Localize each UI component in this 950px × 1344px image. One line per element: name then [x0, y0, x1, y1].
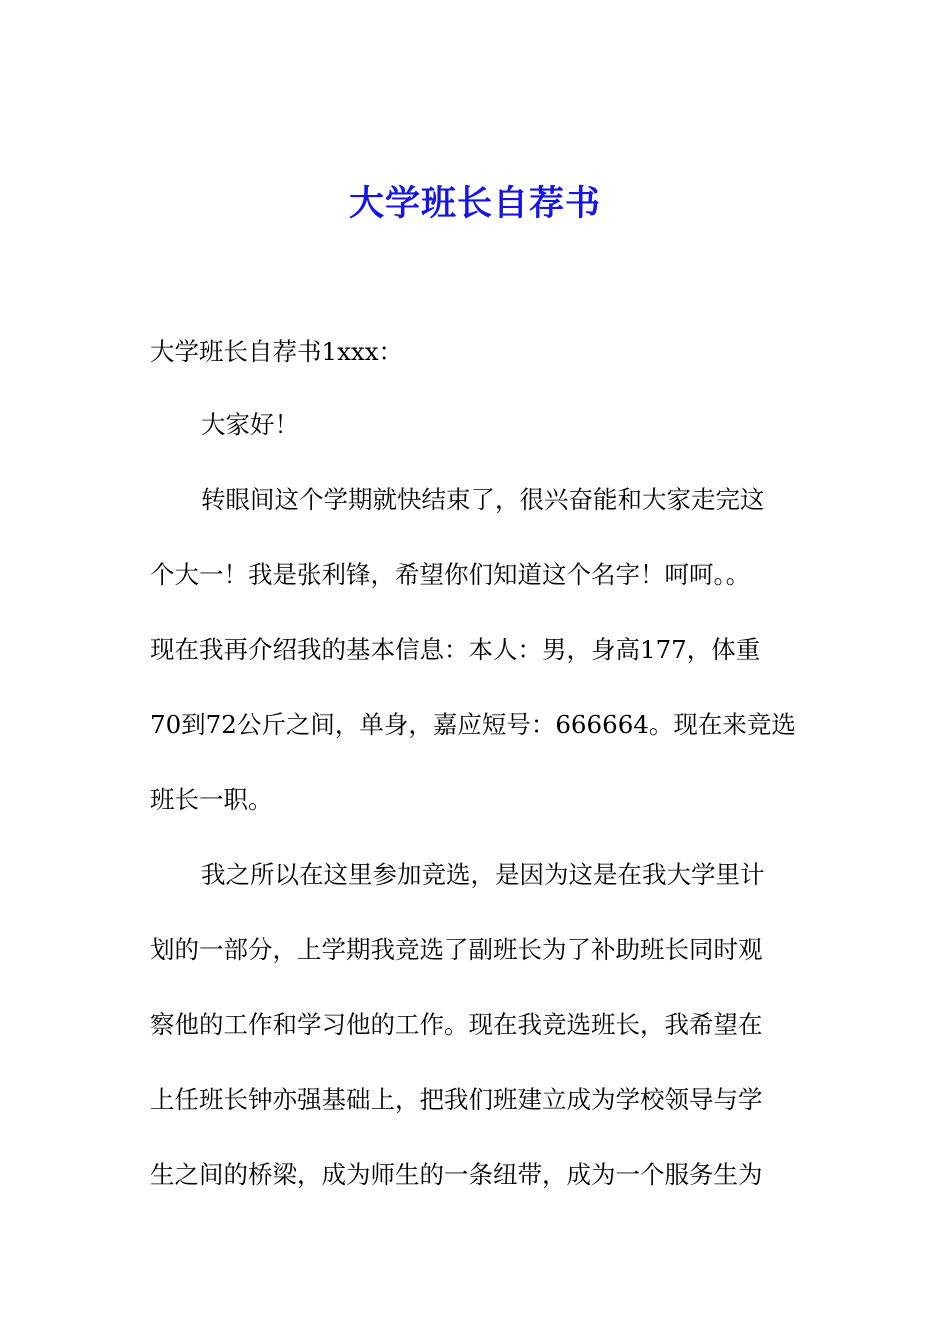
text-line: 现在我再介绍我的基本信息：本人：男，身高177，体重: [150, 635, 761, 664]
text-line: 生之间的桥梁，成为师生的一条纽带，成为一个服务生为: [150, 1160, 763, 1189]
text-line: 大家好！: [201, 410, 299, 439]
text-line: 70到72公斤之间，单身，嘉应短号：666664。现在来竞选: [150, 710, 796, 739]
text-line: 上任班长钟亦强基础上，把我们班建立成为学校领导与学: [150, 1085, 763, 1114]
document-title: 大学班长自荐书: [348, 183, 601, 224]
text-line: 转眼间这个学期就快结束了，很兴奋能和大家走完这: [201, 485, 765, 514]
text-line: 班长一职。: [150, 785, 273, 814]
text-line: 大学班长自荐书1xxx：: [150, 337, 404, 366]
text-line: 划的一部分，上学期我竞选了副班长为了补助班长同时观: [150, 935, 763, 964]
text-line: 个大一！我是张利锋，希望你们知道这个名字！呵呵。。: [150, 560, 751, 589]
text-line: 察他的工作和学习他的工作。现在我竞选班长，我希望在: [150, 1010, 763, 1039]
text-line: 我之所以在这里参加竞选，是因为这是在我大学里计: [201, 860, 765, 889]
